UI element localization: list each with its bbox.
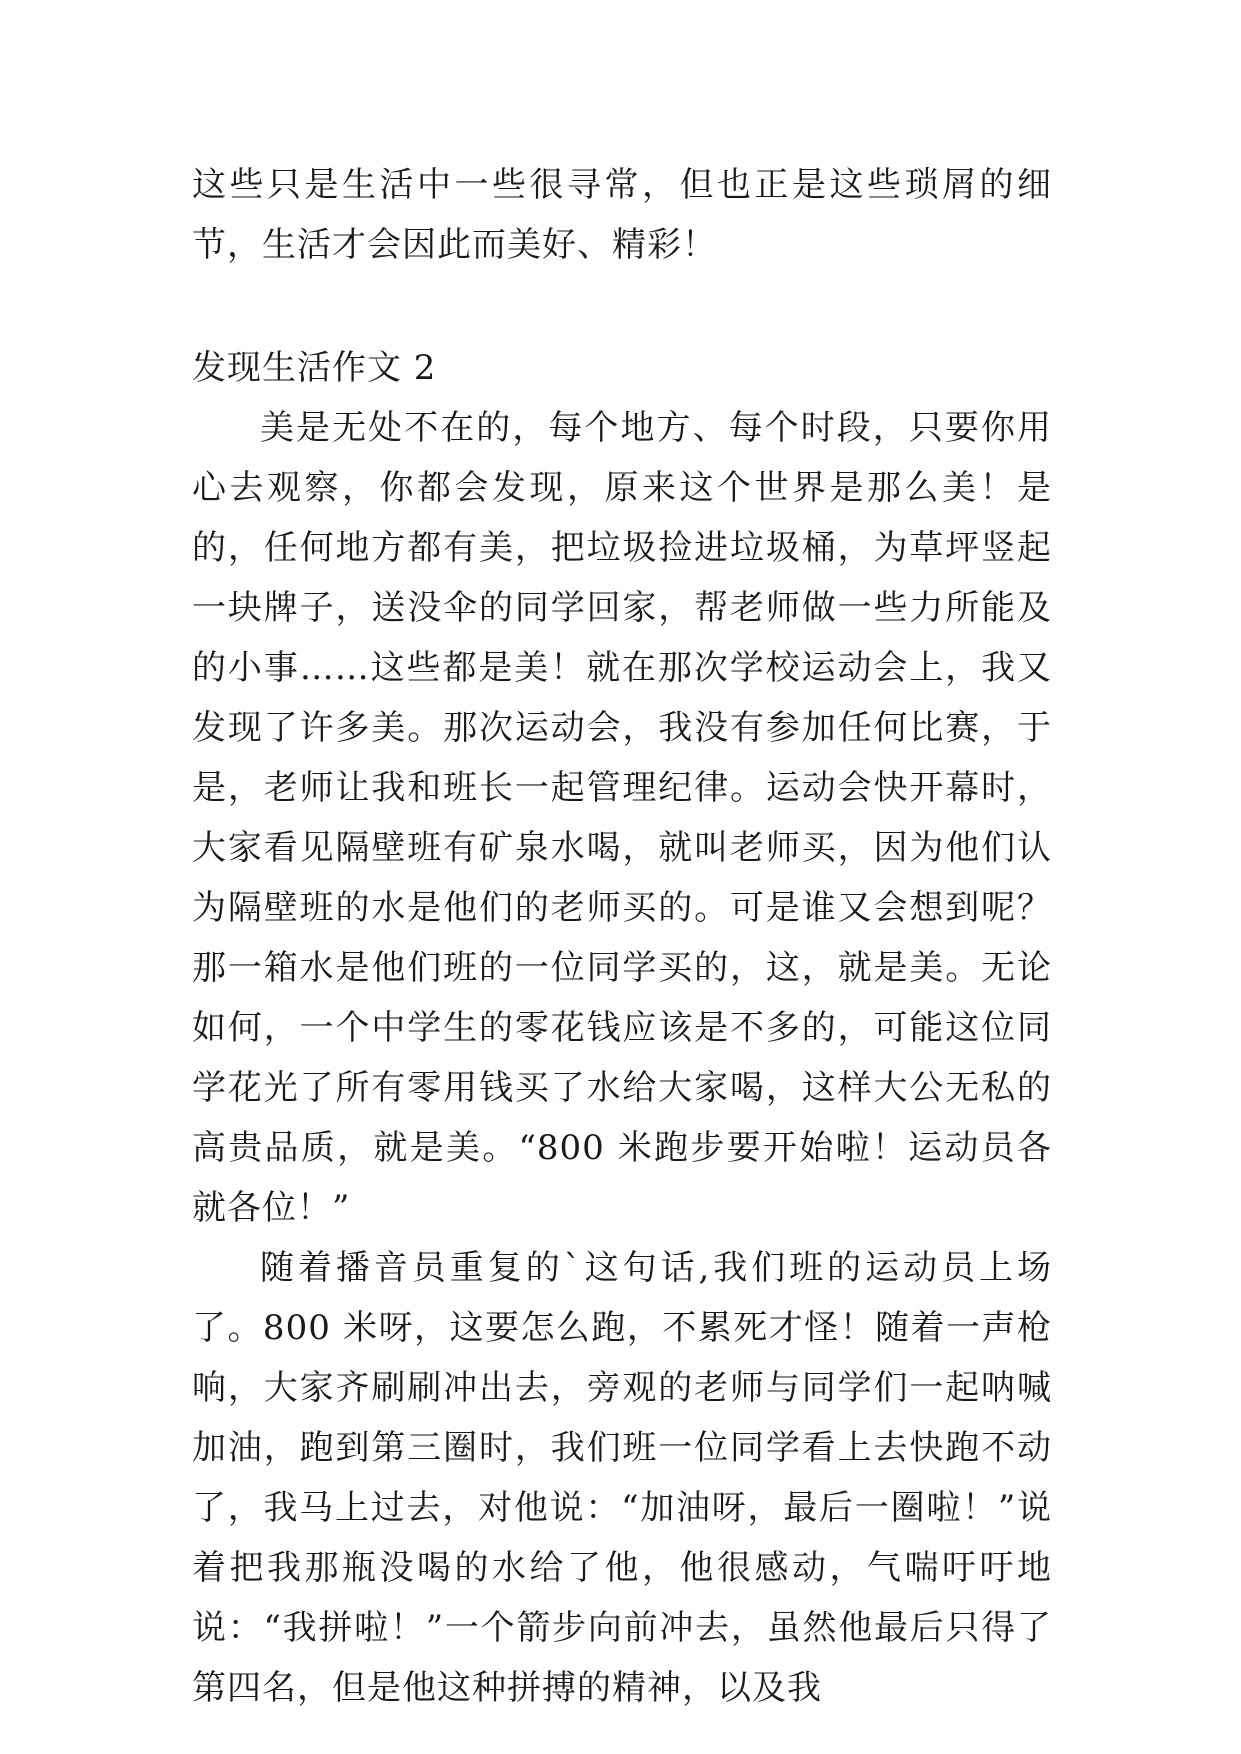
intro-paragraph: 这些只是生活中一些很寻常，但也正是这些琐屑的细节，生活才会因此而美好、精彩！ — [192, 165, 1052, 265]
essay-body — [192, 398, 1052, 1718]
essay-paragraph-2: 随着播音员重复的`这句话,我们班的运动员上场了。800 米呀，这要怎么跑，不累死才怪！随着一声枪响，大家齐刷刷冲出去，旁观的老师与同学们一起呐喊加油，跑到第三圈时，我们班一位同学看上去快跑不动了，我马上过去，对他说：“加油呀，最后一圈啦！”说着把我那瓶没喝的水给了他，他很感动，气喘吁吁地说：“我拼啦！”一个箭步向前冲去，虽然他最后只得了第四名，但是他这种拼搏的精神，以及我 — [192, 1248, 1052, 1708]
section-heading: 发现生活作文 2 — [192, 348, 437, 388]
essay-paragraph-1: 美是无处不在的，每个地方、每个时段，只要你用心去观察，你都会发现，原来这个世界是那么美！是的，任何地方都有美，把垃圾捡进垃圾桶，为草坪竖起一块牌子，送没伞的同学回家，帮老师做一些力所能及的小事……这些都是美！就在那次学校运动会上，我又发现了许多美。那次运动会，我没有参加任何比赛，于是，老师让我和班长一起管理纪律。运动会快开幕时，大家看见隔壁班有矿泉水喝，就叫老师买，因为他们认为隔壁班的水是他们的老师买的。可是谁又会想到呢？那一箱水是他们班的一位同学买的，这，就是美。无论如何，一个中学生的零花钱应该是不多的，可能这位同学花光了所有零用钱买了水给大家喝，这样大公无私的高贵品质，就是美。“800 米跑步要开始啦！运动员各就各位！” — [192, 408, 1052, 1228]
section-heading-block — [192, 338, 1052, 398]
intro-text-block — [192, 155, 1052, 275]
